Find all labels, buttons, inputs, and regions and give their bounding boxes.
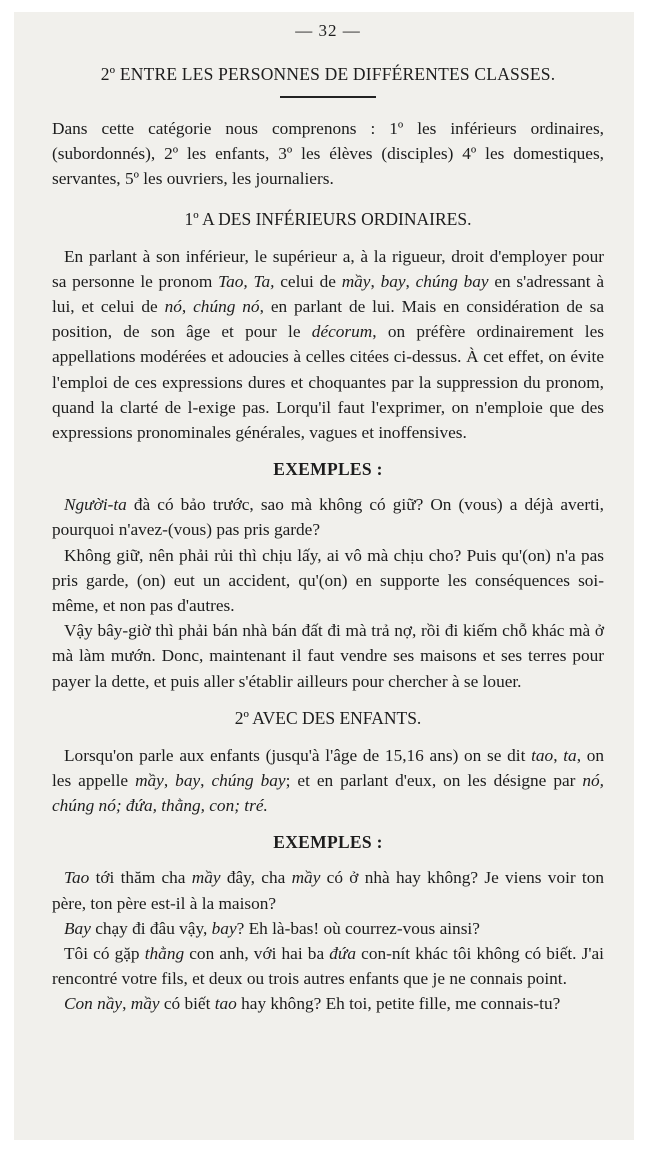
italic-term: bay bbox=[380, 271, 406, 291]
text-run: , bbox=[122, 994, 131, 1014]
text-run: , on préfère ordinairement les appellations modérées et adoucies à celles citées ci-dessus. À cet effet, on évite l'emploi de ces expressions dures et choquantes par la suppression du pronom, quand la clarté de l-exige pas. Lorqu'il faut l'exprimer, on n'emploie que des expressions pronominales générales, vagues et inoffensives. bbox=[52, 322, 604, 443]
section-title: 2º ENTRE LES PERSONNES DE DIFFÉRENTES CLASSES. bbox=[100, 64, 556, 84]
intro-paragraph: Dans cette catégorie nous comprenons : 1º les inférieurs ordinaires, (subordonnés), 2º les enfants, 3º les élèves (disciples) 4º les domestiques, servantes, 5º les ouvriers, les journaliers. bbox=[52, 119, 604, 189]
text-run: , bbox=[163, 771, 176, 791]
subsection-1-paragraph bbox=[52, 244, 604, 446]
italic-term: tao bbox=[531, 745, 554, 765]
subsection-1-heading: 1º A DES INFÉRIEURS ORDINAIRES. bbox=[184, 208, 472, 229]
italic-term: chúng bay bbox=[415, 271, 489, 291]
italic-term: đứa bbox=[329, 944, 356, 964]
italic-term: tao bbox=[214, 994, 237, 1014]
italic-term: chúng nó bbox=[193, 297, 260, 317]
italic-term: Người-ta bbox=[64, 495, 127, 515]
example-paragraph bbox=[52, 941, 604, 991]
text-run: , bbox=[181, 297, 194, 317]
example-paragraph: Vậy bây-giờ thì phải bán nhà bán đất đi mà trả nợ, rồi đi kiếm chỗ khác mà ở mà làm mướn. Donc, maintenant il faut vendre ses maisons et ses terres pour payer la dette, et puis aller s'établir ailleurs pour chercher à se louer. bbox=[52, 621, 604, 691]
italic-term: Bay bbox=[64, 918, 91, 938]
example-paragraph: Không giữ, nên phải rủi thì chịu lấy, ai vô mà chịu cho? Puis qu'(on) n'a pas pris garde, (on) eut un accident, qu'(on) en supporte les conséquences soi-même, et non pas d'autres. bbox=[52, 545, 604, 616]
text-run: hay không? Eh toi, petite fille, me connais-tu? bbox=[236, 994, 561, 1014]
text-run: con-nít khác tôi không có biết. J'ai rencontré votre fils, et deux ou trois autres enfants que je ne connais point. bbox=[52, 944, 604, 989]
italic-term: ta bbox=[563, 745, 577, 765]
italic-term: thằng bbox=[144, 944, 185, 964]
text-run: có biết bbox=[159, 994, 215, 1014]
examples-heading-2: EXEMPLES : bbox=[273, 832, 383, 853]
text-run: Tôi có gặp bbox=[64, 944, 145, 964]
text-run: , bbox=[370, 271, 381, 291]
text-run: con anh, với hai ba bbox=[184, 944, 330, 964]
text-run: celui de bbox=[274, 271, 342, 291]
text-run: , en parlant de lui. Mais en considération de sa position, de son âge et pour le bbox=[52, 297, 605, 342]
examples-heading-1: EXEMPLES : bbox=[273, 459, 383, 480]
italic-term: mầy bbox=[291, 868, 321, 888]
italic-term: Tao, Ta, bbox=[218, 271, 275, 291]
example-paragraph bbox=[52, 492, 604, 542]
italic-term: Con nầy bbox=[64, 994, 123, 1014]
subsection-2-heading: 2º AVEC DES ENFANTS. bbox=[234, 707, 422, 728]
text-run: , on les appelle bbox=[52, 745, 605, 791]
italic-term: nó bbox=[164, 297, 182, 317]
text-run: tới thăm cha bbox=[89, 868, 192, 888]
book-page bbox=[14, 12, 634, 1140]
text-run: có ở nhà hay không? Je viens voir ton père, ton père est-il à la maison? bbox=[52, 868, 605, 913]
italic-term: mầy bbox=[135, 771, 164, 791]
italic-term: Tao bbox=[64, 868, 90, 888]
italic-term: bay bbox=[211, 918, 237, 938]
text-run: , bbox=[200, 771, 212, 791]
italic-term: chúng bay bbox=[211, 771, 286, 791]
title-divider bbox=[280, 96, 376, 98]
text-run: , bbox=[553, 745, 564, 765]
example-paragraph bbox=[52, 865, 604, 915]
italic-term: bay bbox=[175, 771, 201, 791]
example-paragraph bbox=[52, 991, 604, 1016]
text-run: En parlant à son inférieur, le supérieur a, à la rigueur, droit d'employer pour sa personne le pronom bbox=[52, 246, 604, 291]
example-paragraph bbox=[52, 916, 604, 941]
italic-term: nó, chúng nó; đứa, thằng, con; tré. bbox=[52, 771, 604, 816]
italic-term: décorum bbox=[311, 322, 373, 342]
text-run: chạy đi đâu vậy, bbox=[90, 918, 212, 938]
text-run: , bbox=[405, 271, 416, 291]
italic-term: mầy bbox=[191, 868, 221, 888]
text-run: đà có bảo trước, sao mà không có giữ? On (vous) a déjà averti, pourquoi n'avez-(vous) pas pris garde? bbox=[52, 495, 604, 540]
italic-term: mầy bbox=[130, 994, 160, 1014]
text-run: en s'adressant à lui, et celui de bbox=[52, 271, 605, 317]
text-run: Lorsqu'on parle aux enfants (jusqu'à l'âge de 15,16 ans) on se dit bbox=[64, 745, 532, 765]
text-run: ; et en parlant d'eux, on les désigne par bbox=[285, 771, 583, 791]
text-run: ? Eh là-bas! où courrez-vous ainsi? bbox=[236, 918, 480, 938]
italic-term: mầy bbox=[341, 271, 371, 291]
text-run: đây, cha bbox=[220, 868, 292, 888]
subsection-2-paragraph bbox=[52, 743, 604, 819]
page-number: — 32 — bbox=[295, 21, 361, 40]
